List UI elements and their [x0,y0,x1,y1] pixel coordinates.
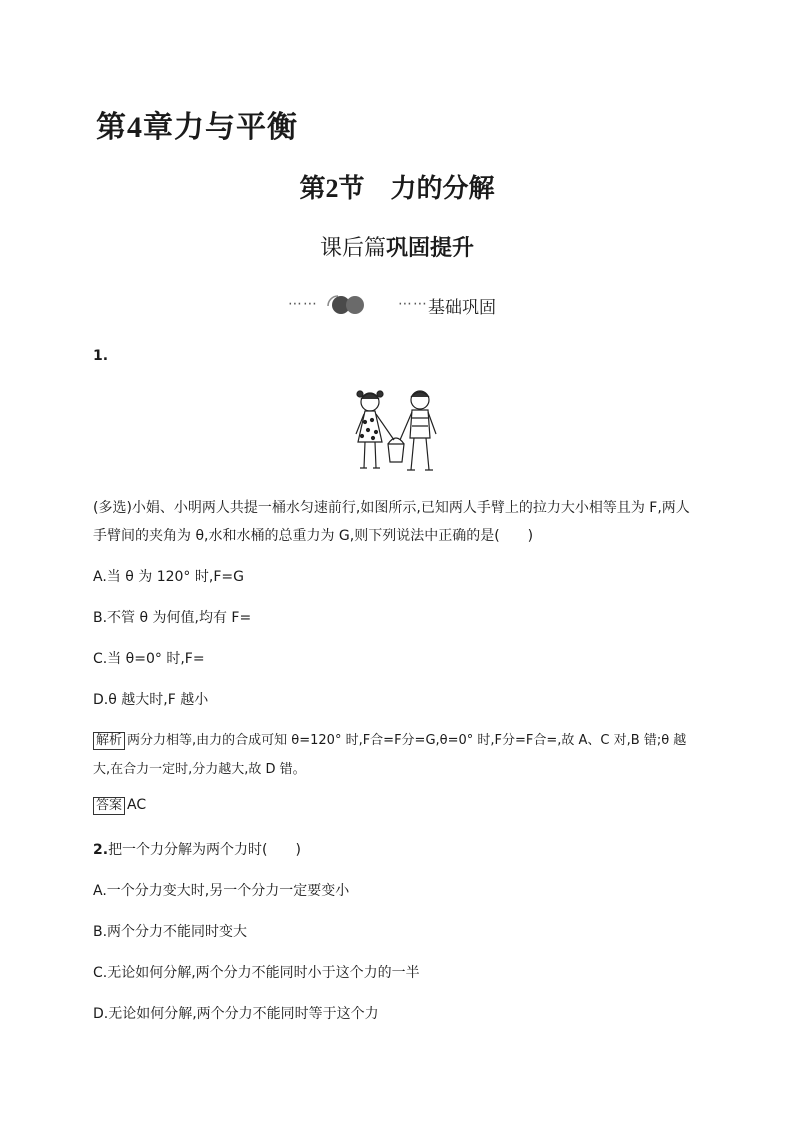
chapter-name: 章力与平衡 [143,110,298,145]
section-prefix: 第 [299,174,326,204]
answer-tag: 答案 [93,797,125,815]
question-1-option-a: A.当 θ 为 120° 时,F=G [93,569,244,585]
analysis-line-2: 大,在合力一定时,分力越大,故 D 错。 [93,762,306,777]
question-1-stem-line-2: 手臂间的夹角为 θ,水和水桶的总重力为 G,则下列说法中正确的是( ) [93,528,534,544]
question-1-number: 1. [93,348,109,364]
chapter-title [96,102,298,146]
question-1-analysis [93,729,686,750]
question-1-option-b: B.不管 θ 为何值,均有 F= [93,610,252,626]
children-carrying-bucket-illustration [348,382,448,478]
question-1-stem-line-1: (多选)小娟、小明两人共提一桶水匀速前行,如图所示,已知两人手臂上的拉力大小相等且为 F,两人 [93,500,690,516]
question-2-option-c: C.无论如何分解,两个分力不能同时小于这个力的一半 [93,965,420,981]
divider-dots-left: ⋯⋯ [288,296,318,312]
section-divider [288,292,528,318]
chapter-number: 4 [127,111,143,144]
question-2-stem-text: 把一个力分解为两个力时( ) [108,842,301,858]
divider-dots-right: ⋯⋯ [398,296,428,312]
practice-subtitle [0,231,794,262]
question-2-stem [93,839,301,859]
question-2-option-a: A.一个分力变大时,另一个分力一定要变小 [93,883,350,899]
section-title [0,168,794,205]
section-name: 节 力的分解 [338,174,495,204]
question-1-option-d: D.θ 越大时,F 越小 [93,692,209,708]
double-circle-icon [324,292,368,316]
question-2-option-d: D.无论如何分解,两个分力不能同时等于这个力 [93,1006,379,1022]
answer-value: AC [127,797,147,813]
subtitle-plain: 课后篇 [319,236,386,261]
question-1-option-c: C.当 θ=0° 时,F= [93,651,205,667]
question-2-option-b: B.两个分力不能同时变大 [93,924,248,940]
subtitle-bold: 巩固提升 [386,236,475,261]
divider-label: 基础巩固 [428,298,496,318]
question-1-answer [93,797,146,815]
section-number: 2 [325,174,339,203]
analysis-line-1: 两分力相等,由力的合成可知 θ=120° 时,F合=F分=G,θ=0° 时,F分=F合=,故 A、C 对,B 错;θ 越 [127,733,687,748]
chapter-prefix: 第 [96,110,127,145]
question-2-number: 2. [93,842,109,858]
analysis-tag: 解析 [93,732,125,750]
